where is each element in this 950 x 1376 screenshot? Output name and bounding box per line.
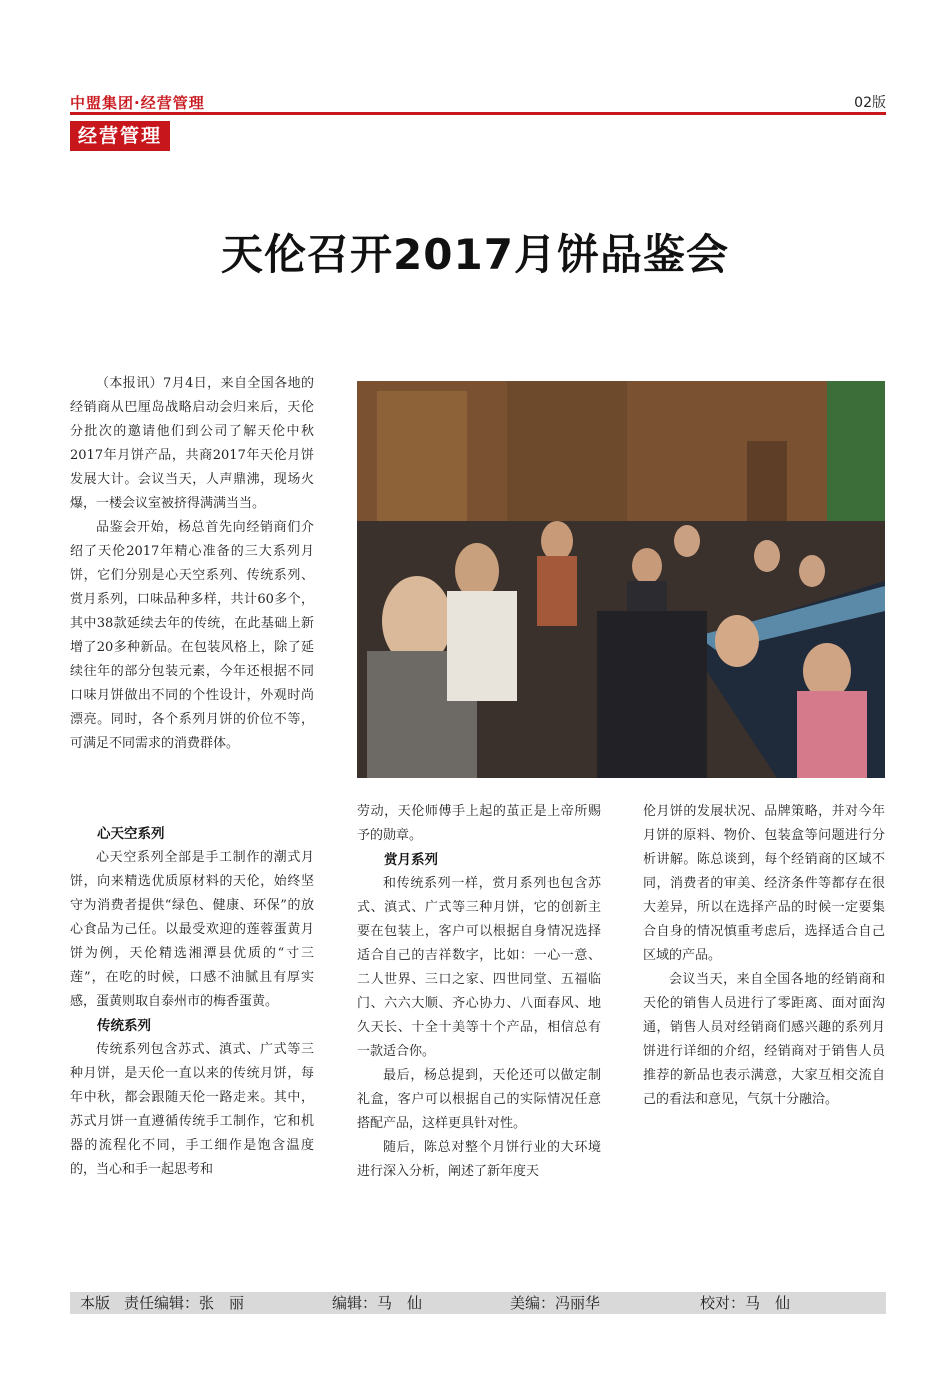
- subheading-chuantong: 传统系列: [97, 1018, 151, 1034]
- section-tag: 经营管理: [70, 121, 170, 151]
- credits-designer: 美编：冯丽华: [510, 1294, 601, 1312]
- paragraph-shangyue: 和传统系列一样，赏月系列也包含苏式、滇式、广式等三种月饼，它的创新主要在包装上，客户可以根据自身情况选择适合自己的吉祥数字，比如：一心一意、二人世界、三口之家、四世同堂、五福临门、六六大顺、齐心协力、八面春风、地久天长、十全十美等十个产品，相信总有一款适合你。: [357, 876, 601, 1059]
- article-column-2: [357, 800, 601, 1184]
- article-column-1-top: [70, 372, 314, 756]
- paragraph-intro: 品鉴会开始，杨总首先向经销商们介绍了天伦2017年精心准备的三大系列月饼，它们分别是心天空系列、传统系列、赏月系列，口味品种多样，共计60多个，其中38款延续去年的传统，在此基础上新增了20多种新品。在包装风格上，除了延续往年的部分包装元素，今年还根据不同口味月饼做出不同的个性设计，外观时尚漂亮。同时，各个系列月饼的价位不等，可满足不同需求的消费群体。: [70, 520, 314, 751]
- paragraph-chuantong-cont: 劳动，天伦师傅手上起的茧正是上帝所赐予的勋章。: [357, 804, 601, 843]
- credits-editor2: 编辑：马 仙: [332, 1294, 423, 1312]
- brand-logo-text: 中盟集团·经营管理: [70, 94, 205, 112]
- credits-label: 本版: [80, 1294, 111, 1312]
- paragraph-xintiankong: 心天空系列全部是手工制作的潮式月饼，向来精选优质原材料的天伦，始终坚守为消费者提供“绿色、健康、环保”的放心食品为己任。以最受欢迎的莲蓉蛋黄月饼为例，天伦精选湘潭县优质的“寸三莲”，在吃的时候，口感不油腻且有厚实感，蛋黄则取自泰州市的梅香蛋黄。: [70, 850, 314, 1009]
- paragraph-ending: 会议当天，来自全国各地的经销商和天伦的销售人员进行了零距离、面对面沟通，销售人员对经销商们感兴趣的系列月饼进行详细的介绍，经销商对于销售人员推荐的新品也表示满意，大家互相交流自己的看法和意见，气氛十分融洽。: [643, 972, 885, 1107]
- article-column-3: [643, 800, 885, 1112]
- paragraph-lead: （本报讯）7月4日，来自全国各地的经销商从巴厘岛战略启动会归来后，天伦分批次的邀请他们到公司了解天伦中秋2017年月饼产品，共商2017年天伦月饼发展大计。会议当天，人声鼎沸，现场火爆，一楼会议室被挤得满满当当。: [70, 376, 314, 511]
- subheading-xintiankong: 心天空系列: [97, 826, 165, 842]
- meeting-photo: [357, 381, 885, 778]
- header-rule: [70, 112, 886, 115]
- paragraph-chuantong: 传统系列包含苏式、滇式、广式等三种月饼，是天伦一直以来的传统月饼，每年中秋，都会跟随天伦一路走来。其中，苏式月饼一直遵循传统手工制作，它和机器的流程化不同，手工细作是饱含温度的，当心和手一起思考和: [70, 1042, 314, 1177]
- subheading-shangyue: 赏月系列: [384, 852, 438, 868]
- paragraph-lihe: 最后，杨总提到，天伦还可以做定制礼盒，客户可以根据自己的实际情况任意搭配产品，这样更具针对性。: [357, 1068, 601, 1131]
- headline: 天伦召开2017月饼品鉴会: [221, 230, 729, 279]
- article-column-1-bottom: [70, 822, 314, 1182]
- credits-proof: 校对：马 仙: [700, 1294, 791, 1312]
- paragraph-chen-cont: 伦月饼的发展状况、品牌策略，并对今年月饼的原料、物价、包装盒等问题进行分析讲解。陈总谈到，每个经销商的区域不同，消费者的审美、经济条件等都存在很大差异，所以在选择产品的时候一定要集合自身的情况慎重考虑后，选择适合自己区域的产品。: [643, 804, 885, 963]
- credits-bar: [70, 1292, 886, 1314]
- credits-editor: 责任编辑：张 丽: [124, 1294, 245, 1312]
- page-number: 02版: [854, 95, 886, 111]
- masthead: [70, 92, 886, 114]
- paragraph-chen: 随后，陈总对整个月饼行业的大环境进行深入分析，阐述了新年度天: [357, 1140, 601, 1179]
